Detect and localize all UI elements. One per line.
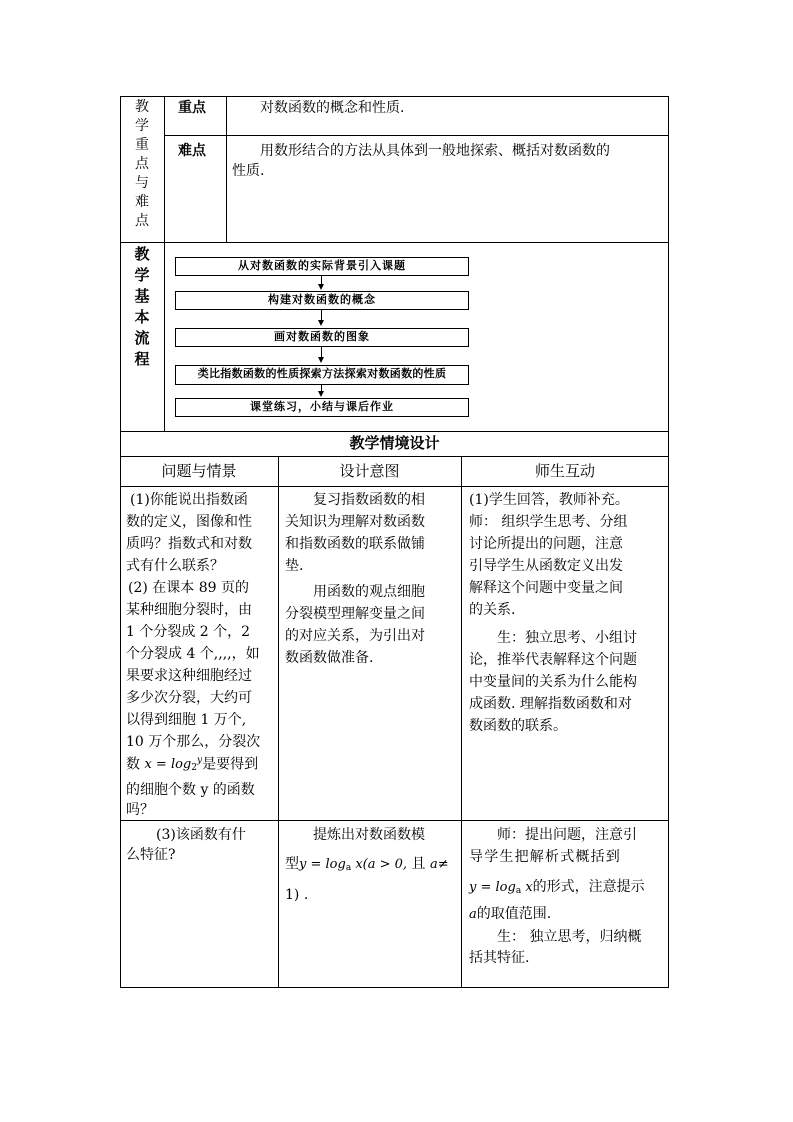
col-header-question: 问题与情景	[161, 462, 237, 480]
flow-step-5: 课堂练习，小结与课后作业	[175, 398, 469, 417]
interaction-line: 成函数. 理解指数函数和对	[469, 696, 632, 712]
row1-interaction-cell	[469, 489, 667, 737]
difficulty-label: 难点	[178, 143, 206, 159]
question-line: 果要求这种细胞经过	[126, 668, 252, 684]
focus-side-label: 教学重点与难点	[135, 99, 149, 229]
row1-intent-cell	[285, 489, 459, 669]
row2-interaction-line1: 师：提出问题，注意引	[497, 827, 637, 843]
cell-division-formula: $x = \log_2^y$	[144, 756, 203, 774]
key-text: 对数函数的概念和性质.	[260, 100, 405, 116]
flow-step-4: 类比指数函数的性质探索方法探索对数函数的性质	[175, 365, 469, 385]
flow-arrow	[318, 320, 324, 326]
question-line: (2) 在课本 89 页的	[128, 580, 249, 596]
row2-question-line1: (3)该函数有什	[156, 827, 246, 843]
question-line: 某种细胞分裂时，由	[126, 602, 252, 618]
log-form-formula: $y = \log_a x$	[469, 880, 533, 896]
row2-interaction-line4: a的取值范围.	[469, 906, 552, 922]
question-line: 个分裂成 4 个,,,,，如	[126, 646, 260, 662]
flow-arrow	[318, 357, 324, 363]
design-title: 教学情境设计	[349, 434, 440, 452]
interaction-line: 引导学生从函数定义出发	[469, 558, 623, 574]
question-line: 多少次分裂，大约可	[126, 690, 252, 706]
interaction-line: 数函数的联系。	[469, 718, 567, 734]
flow-arrow	[318, 391, 324, 397]
formula-suffix: 是要得到	[202, 756, 259, 773]
interaction-line: 解释这个问题中变量之间	[469, 580, 623, 596]
intent-line: 数函数做准备.	[285, 650, 374, 666]
question-line: 数的定义，图像和性	[126, 514, 252, 530]
col-header-interaction: 师生互动	[534, 462, 595, 480]
question-formula-line	[126, 750, 276, 779]
flow-step-2: 构建对数函数的概念	[175, 291, 469, 310]
intent-line: 用函数的观点细胞	[313, 584, 425, 600]
row2-intent-formula-line: 型$y = \log_a x(a > 0$, 且 a≠	[285, 856, 449, 873]
intent-line: 垫.	[285, 558, 304, 574]
interaction-line: 讨论所提出的问题，注意	[469, 536, 623, 552]
question-line: 以得到细胞 1 万个,	[126, 712, 247, 728]
intent-line: 的对应关系，为引出对	[285, 628, 425, 644]
interaction-line: 的关系.	[469, 602, 516, 618]
row2-question-line2: 么特征?	[126, 847, 176, 863]
row2-interaction-formula-line: $y = \log_a x$的形式，注意提示	[469, 879, 645, 896]
interaction-line: 师： 组织学生思考、分组	[469, 514, 628, 530]
row2-interaction-line6: 括其特征.	[469, 950, 530, 966]
question-line: 质吗？指数式和对数	[126, 536, 252, 552]
interaction-line: 中变量间的关系为什么能构	[469, 674, 637, 690]
interaction-line: (1)学生回答，教师补充。	[469, 492, 629, 508]
log-model-formula: $y = \log_a x(a > 0$,	[299, 857, 408, 873]
interaction-line: 生：独立思考、小组讨	[497, 630, 637, 646]
intent-line: 分裂模型理解变量之间	[285, 606, 425, 622]
flow-side-label: 教学基本流程	[134, 245, 150, 368]
flow-step-3: 画对数函数的图象	[175, 328, 469, 347]
flow-step-1: 从对数函数的实际背景引入课题	[175, 257, 469, 276]
intent-line: 关知识为理解对数函数	[285, 514, 425, 530]
formula-prefix: 数	[126, 756, 140, 773]
question-line: (1)你能说出指数函	[130, 492, 248, 508]
question-line: 1 个分裂成 2 个，2	[126, 624, 251, 640]
question-line: 式有什么联系？	[126, 558, 224, 574]
question-tail-2: 吗？	[126, 802, 154, 818]
row2-intent-end: 1) .	[285, 887, 309, 903]
difficulty-text-line1: 用数形结合的方法从具体到一般地探索、概括对数函数的	[260, 143, 610, 159]
row2-intent-line1: 提炼出对数函数模	[313, 827, 425, 843]
col-header-intent: 设计意图	[339, 462, 400, 480]
row2-interaction-line2: 导学生把解析式概括到	[469, 849, 621, 865]
flow-arrow	[318, 284, 324, 290]
key-label: 重点	[178, 100, 206, 116]
intent-line: 复习指数函数的相	[313, 492, 425, 508]
question-tail-1: 的细胞个数 y 的函数	[126, 782, 255, 798]
difficulty-text-line2: 性质.	[232, 163, 265, 179]
row1-question-cell	[126, 489, 276, 753]
interaction-line: 论，推举代表解释这个问题	[469, 652, 637, 668]
intent-line: 和指数函数的联系做铺	[285, 536, 425, 552]
row2-interaction-line5: 生： 独立思考，归纳概	[497, 929, 642, 945]
question-line: 10 万个那么，分裂次	[126, 734, 261, 750]
